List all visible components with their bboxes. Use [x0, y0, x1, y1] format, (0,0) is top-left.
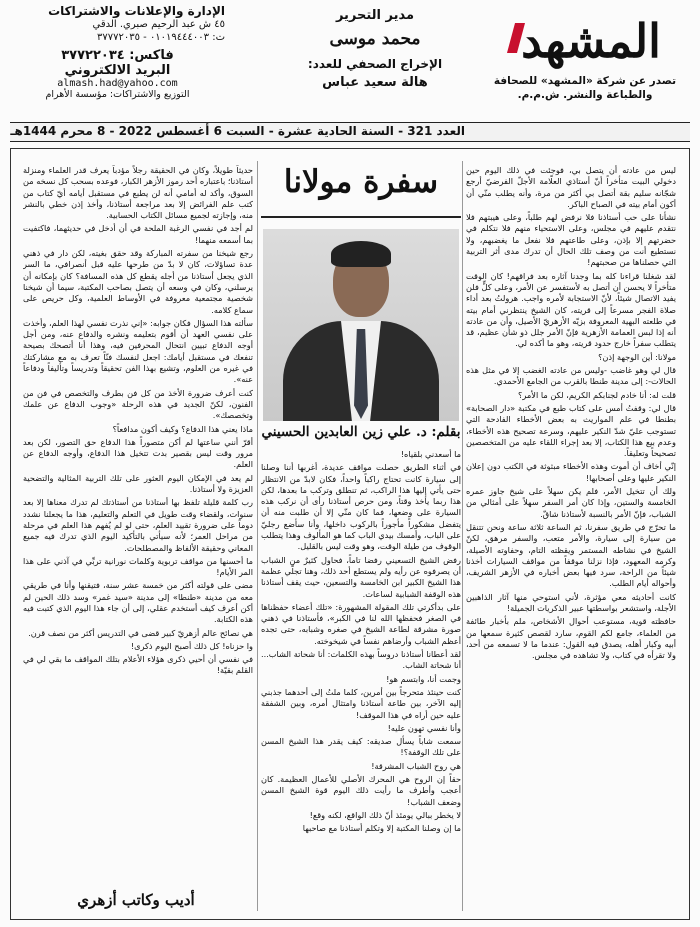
- tagline: تصدر عن شركة «المشهد» للصحافة والطباعة والنشر. ش.م.م.: [493, 75, 677, 101]
- newspaper-logo: [480, 10, 690, 72]
- column-middle: [261, 449, 461, 915]
- paragraph: وجمت أنا، وابتسم هو!: [386, 673, 461, 684]
- paragraph: لا يخطر ببالي يومئذ أنّ ذلك الواقع، لكنه وقع!: [309, 809, 461, 820]
- paragraph: مولانا: أين الوجهة إذن؟: [598, 351, 676, 362]
- paragraph: كنت حينئذ متحرجاً بين أمرين، كلما ملتُ إلى أحدهما جذبني إليه الآخر، بين طاعة أستاذنا وامتثال أمره، وبين الشفقة عليه حين أراه في هذا الموقف!: [261, 686, 461, 720]
- fax: فاكس: ٣٧٧٢٢٠٣٤: [61, 48, 174, 63]
- paragraph: لقد شغلنا قراءنا كله بما وجدنا آثاره بعد فراقهم! كان الوقت متأخراً لا يحسن أن أتصل به لأستفسر عن الأمر، وعلى كلٍّ فلن يفيد الاتصال شيئاً، لأنّ الاستجابة لأمره واجب. هرولتُ بعد أداء صلاة الفجر مسرعاً إلى قريته، كان الشيخ ينتظرني أمام بيته في طلعته البهية المعروفة بزيّه الأزهريّ الأصيل، وأن من عادته أنه إذا لبس العمامة الأزهرية فإنّ الأمر جلل ذو شأن عظيم، قد يتطلب سفراً خارج حدود قريته، وهو ما أكده لي.: [466, 270, 676, 349]
- headline-rule: [261, 216, 461, 218]
- headline: سفرة مولانا: [283, 164, 439, 200]
- paragraph: كانت أحاديثه معي مؤثرة، لأني استوحي منها آثار الذاهبين الأجلة، واستشعر بواسطتها عبير الذكريات الجميلة!: [466, 591, 676, 613]
- paragraph: هي نصائح عالم أزهريّ كبير قضى في التدريس أكثر من نصف قرن.: [28, 627, 253, 638]
- paragraph: سمعت شاباً يسأل صديقه: كيف يقدر هذا الشيخ المسن على تلك الوقفة؟!: [261, 736, 461, 758]
- byline: بقلم: د. علي زين العابدين الحسيني: [261, 424, 461, 440]
- photo-hair: [331, 241, 391, 267]
- paragraph: ما أسعدني بلقياه!: [400, 449, 461, 459]
- paragraph: حديثاً طويلاً، وكان في الحقيقة رجلاً مؤدباً يعرف قدر العلماء ومنزلة أستاذنا؛ باعتباره أحد رموز الأزهر الكبار، فوعده بسحب كل نسخه من السوق، وأكد له أمامي أنه لن يطبع في مستقبل أيامه أيّ كتاب من كتب علم الفرائض إلا بعد مراجعة أستاذنا، وأخذ إذن خطي بالنشر منه، وإجازته لجميع مسائل الكتاب الحسابية.: [23, 165, 253, 221]
- logo-block: [480, 4, 690, 122]
- editor-name: محمد موسى: [329, 29, 421, 49]
- paragraph: رفض الشيخ التسعيني رفضا تاماً، فحاول كثيرٌ من الشباب أن يصرفوه عن رأيه ولم يستطع أحد ذلك، وهنا تجلّي عظمة هذا الشيخ الكبير ابن الخامسة والتسعين، حيث يقف أستاذنا هذه الوقفة الشبابية لساعات.: [261, 554, 461, 599]
- paragraph: وأنا نفسي تهون عليه!: [387, 722, 461, 733]
- email-label: البريد الالكتروني: [64, 63, 171, 78]
- paragraph: قال لي وهو غاضب -وليس من عادته الغضب إلا في مثل هذه الحالات-: إلى مدينة طنطا بالقرب من الجامع الأحمدي.: [466, 365, 676, 387]
- contact-block: [10, 4, 225, 122]
- paragraph: ما إن وصلنا المكتبة إلا وتكلم أستاذنا مع صاحبها: [302, 823, 461, 834]
- paragraph: ولك أن تتخيل الأمر، فلم يكن سهلاً على شيخ جاوز عمره الخامسة والستين، وإذا كان أمر السفر سهلاً على أمثالي من الشباب، فإنّ الأمر بالنسبة لأستاذنا شاقّ.: [466, 486, 676, 519]
- art-role: الإخراج الصحفي للعدد:: [307, 57, 443, 71]
- paragraph: لقد أعطانا أستاذنا دروساً بهذه الكلمات: أنا شحاتة الشاب... أنا شحاتة الشاب.: [261, 649, 461, 671]
- paragraph: مضى على قولته أكثر من خمسة عشر سنة، فتيقنها وأنا في طريقي معه من مدينة «طنطا» إلى مدينة «سيد غمر» وسد ذلك الحين لم أكن أعرف كيف أستخدم عقلي، إلى أن جاء هذا اليوم الذي كتبت فيه هذه الكتابة.: [23, 580, 253, 625]
- admin-label: الإدارة والإعلانات والاشتراكات: [48, 4, 225, 18]
- email: almash.had@yahoo.com: [57, 78, 178, 89]
- column-left: [23, 165, 253, 887]
- paragraph: رب كلمة قليلة تلفظ بها أستاذنا من أستاذتك لم تدرك معناها إلا بعد سنوات، ولقضاء وقت طويل في التعلم والتعليم، هذا ما يجعلنا نشدد دوماً على ضرورة تقييد العلم، حتى لو لم يُفهم هذا العلم في مرحلة من مراحل العمر؛ لأنه سيأتي بالتأكيد اليوم الذي تدرك فيه جميع المعاني وحقيقة الألفاظ والمصطلحات.: [23, 497, 253, 553]
- paragraph: لم يعد في الإمكان اليوم العثور على تلك التربية المثالية والتضحية العزيزة ولا أستاذنا.: [23, 472, 253, 495]
- masthead: [10, 4, 690, 122]
- article: [10, 148, 690, 920]
- paragraph: ليس من عادته أن يتصل بي، فوجئت في ذلك اليوم حين دخولي البيت متأخراً أنّ أستاذي العلّامة الأجلّ الفرضيّ أرجع شجّانه سليم بقة أتصل بي أكثر من مرة، وأنه يطلب منّي أن أكون أمام بيته في الصباح الباكر.: [466, 165, 676, 209]
- paragraph: سألته هذا السؤال فكان جوابه: «إني نذرت نفسي لهذا العلم، وأخذت على نفسي العهد أن أقوم بتعليمه ونشره والدفاع عنه، ومن أجل أوجه الدفاع تبيين انتحال المحرفين فيه، وهذا أنا أتصحك بصيحة تنفعك في مستقبل أيامك: اجعل لنفسك فنّاً تعرف به مع مشاركتك في غيره من العلوم، وتشيع بهذا الفن تحقيقاً وتدريساً وتأليفاً ودفاعاً عنه».: [23, 317, 253, 385]
- paragraph: نشأنا على حب أستاذنا فلا نرفض لهم طلباً، وعلى هيبتهم فلا نتقدم عليهم في مجلس، وعلى الاستحياء منهم فلا نتكلم في حضرتهم إلا بإذن، وعلى طاعتهم فلا نفعل ما يغضبهم، ولا نستطيع أنت من وصف تلك الحال أن تدرك مدى أثر التربية التي حصلناها من صحبتهم!: [466, 212, 676, 268]
- paragraph: على بدأكرتي تلك المقولة المشهورة: «تلك أعضاء حفظناها في الصغر فحفظها الله لنا في الكبر»، فأستاذنا في ذهني صورة مشرقة لطاعة الشيخ في صغره وشبابه، حتى تجده أعظم الشباب وأرضاهم نفساً في شيخوخته.: [261, 601, 461, 646]
- address: ٤٥ ش عبد الرحيم صبري. الدقي: [92, 19, 225, 30]
- paragraph: ما تحرّج في طريق سفرنا، ثم الساعة ثلاثة ساعة ونحن تتنقل من سيارة إلى سيارة، والأمر متعب، والسفر مرهق، لكنّ الشيخ في نشاطه المستمر ويقظته التام، وحفاوته الأصيلة، وكرمه المعهود، فإذا نزلنا موقفاً من مواقف السيارات أخذنا شيئاً من الراحة، سرد فيها بعض أخباره في الأزهر الشريف، وأحواله أيام الطلب.: [466, 521, 676, 589]
- paragraph: حافظته قوية، مستوعب أحوال الأشخاص، ملم بأخبار طائفة من العلماء، جامع لكم القوم، سارد لقصص كثيرة سمعها من أبيه وكبار أهله، يصدق فيه القول: عندما ما لا تسمعه من أحد، ولا تقرأه في كتاب، ولا تشاهده في مجلس.: [466, 616, 676, 661]
- paragraph: وا حزناه! كل ذلك أصبح اليوم ذكرى!: [130, 640, 253, 651]
- logo-text: المشهد: [521, 14, 661, 68]
- phone: ت: ٠١٠١٩٤٤٤٠٠٣ - ٣٧٧٧٢٠٣٥: [97, 32, 225, 43]
- editor-role: مدير التحرير: [335, 8, 415, 23]
- distribution: التوزيع والاشتراكات: مؤسسة الأهرام: [45, 89, 190, 100]
- paragraph: حقاً إن الروح هي المحرك الأصلي للأعمال العظيمة. كان أعجب وأطرف ما رأيت ذلك اليوم قوة الشيخ المسن وضعف الشباب!: [261, 774, 461, 807]
- paragraph: ما أحسنها من مواقف تربوية وكلمات نورانية تربِّي في آذني على هذا المر الأيام!: [23, 555, 253, 578]
- paragraph: رجع شيخنا من سفرته المباركة وقد حقق بغيته، لكن دار في ذهني عدة تساؤلات، كان لا بدّ من طرحها عليه قبل أنصرافي، ما السر الذي يجعل أستاذنا من أجله يقطع كل هذه المسافة؟ كان بإمكانه أن يرسلني، وكان في وسعه أن يتصل بصاحب المكتبة، سيما أن شيخنا شخصية مجتمعية معروفة في الأوساط العلمية، وكل حريص على سماع كلامه.: [23, 248, 253, 315]
- column-divider: [462, 161, 463, 911]
- column-right: [466, 165, 676, 915]
- paragraph: كنت أعرف ضرورة الأخذ من كل فن بطرف والتخصص في فن من الفنون، لكنّ الجديد في هذه الرحلة «وجوب الدفاع عن علمك وتخصصك».: [23, 387, 253, 421]
- paragraph: إنّي أخاف أن أموت وهذه الأخطاء مبثوثة في الكتب دون إعلان النكير عليها وعلى أصحابها!: [466, 461, 676, 483]
- art-name: هالة سعيد عباس: [322, 75, 428, 90]
- paragraph: قال لي: وقفتُ أمس على كتاب طبع في مكتبة «دار الصحابة» بطنطا في علم المواريث به بعض الأخطاء الفادحة التي تستوجب عليّ شدّ النكير عليهم، وسرعة تصحيح هذه الأخطاء، وعدم بيع هذا الكتاب، إلا بعد إجراء اللقاء عليه من المتخصصين تصحيحاً وتعليقاً.: [466, 402, 676, 459]
- paragraph: هي روح الشباب المشرقة!: [371, 760, 461, 771]
- paragraph: في نفسي أن أحيي ذكرى هؤلاء الأعلام بتلك المواقف ما بقي لي في القلم بقيّة!: [23, 654, 253, 676]
- paragraph: في أثناء الطريق حصلت مواقف عديدة، أغربها أننا وصلنا إلى سيارة كانت تحتاج راكباً واحداً، فكان لابدّ من الانتظار حتى يأتي إليها هذا الراكب، ثم تنطلق وتركب ما بعدها، لكن هذا ربما يأخذ وقتاً، ومن حرص أستاذنا رأى أن نركب هذه السيارة على وضعها، فما كان منّي إلا أن طلبت منه أن يتفضل مشكوراً مأجوراً بالركوب داخلها، وأنا سأضع رجليّ على الباب، وأمسك بيدي الباب كما هو المألوف وهذا يتطلب الوقوف من طيلة الوقت، وهو وقت ليس بالقليل.: [261, 462, 461, 552]
- author-photo: [263, 229, 459, 421]
- column-divider: [257, 161, 258, 911]
- author-signature: أديب وكاتب أزهري: [77, 891, 195, 909]
- paragraph: ماذا يعني هذا الدفاع؟ وكيف أكون مدافعاً؟: [112, 423, 253, 434]
- issue-line: العدد 321 - السنة الحادية عشرة - السبت 6 أغسطس 2022 - 8 محرم 1444هـ: [10, 122, 690, 142]
- editorial-block: [300, 8, 450, 116]
- paragraph: لم أجد في نفسي الرغبة الملحة في أن أدخل في حديثهما، فاكتفيت بما أسمعه منهما!: [23, 223, 253, 245]
- paragraph: قلت له: أنا خادم لجنابكم الكريم، لكن ما الأمر؟: [518, 389, 676, 400]
- paragraph: أقرّ أنني ساعتها لم أكن متصوراً هذا الدفاع حق التصور، لكن بعد مرور وقت ليس بقصير بدت تتخيل هذا الدفاع، وأوجه الدفاع عن العلم.: [23, 436, 253, 470]
